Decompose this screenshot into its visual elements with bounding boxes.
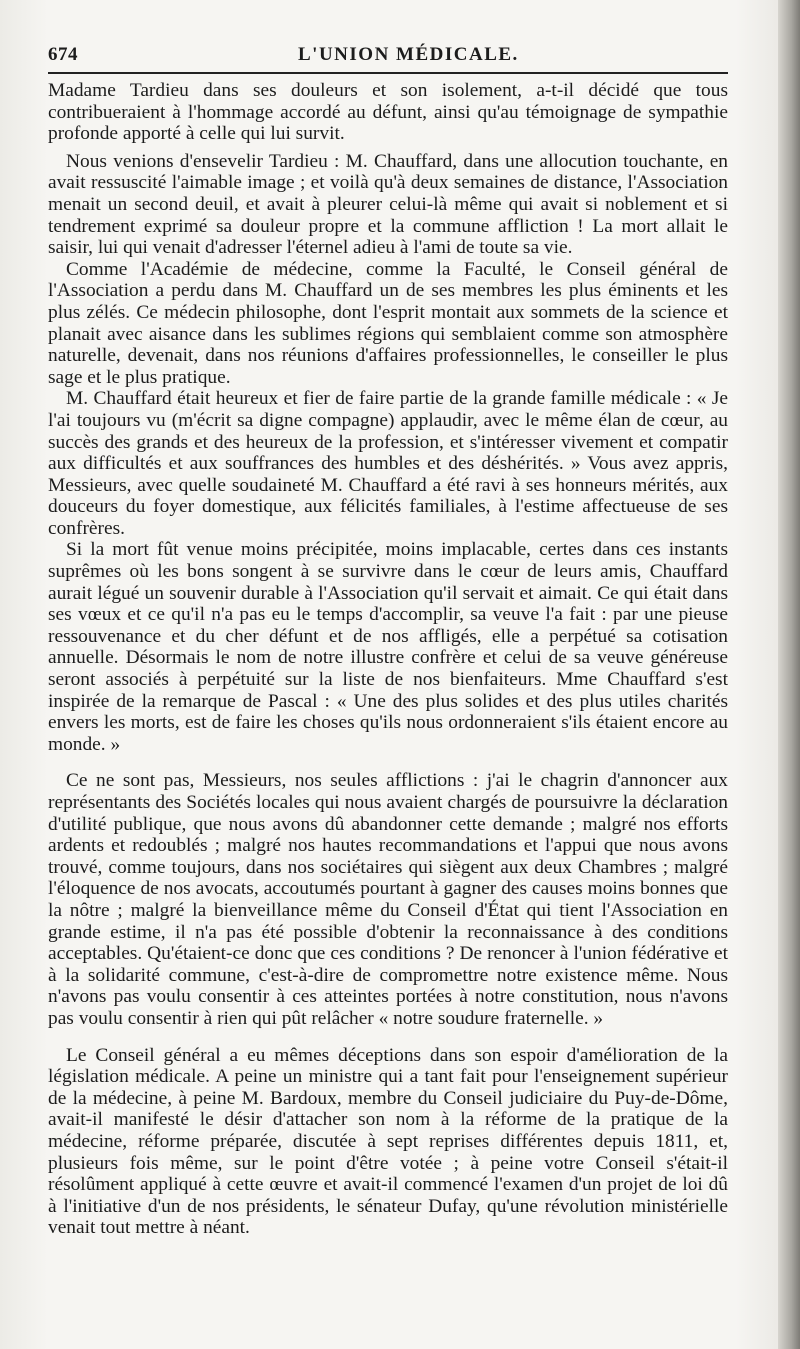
paragraph-6: Ce ne sont pas, Messieurs, nos seules afflictions : j'ai le chagrin d'annoncer aux représentants des Sociétés locales qui nous avaient chargés de poursuivre la déclaration d'utilité publique, que nous avons dû abandonner cette demande ; malgré nos efforts ardents et redoublés ; malgré nos hautes recommandations et l'appui que nous avons trouvé, comme toujours, dans nos sociétaires qui siègent aux deux Chambres ; malgré l'éloquence de nos avocats, accoutumés pourtant à gagner des causes moins bonnes que la nôtre ; malgré la bienveillance même du Conseil d'État qui tient l'Association en grande estime, il n'a pas été possible d'obtenir la reconnaissance à des conditions acceptables. Qu'étaient-ce donc que ces conditions ? De renoncer à l'union fédérative et à la solidarité commune, c'est-à-dire de compromettre notre existence même. Nous n'avons pas voulu consentir à ces atteintes portées à notre constitution, nous n'avons pas voulu consentir à rien qui pût relâcher « notre soudure fraternelle. »: [48, 770, 728, 1029]
paragraph-1: Madame Tardieu dans ses douleurs et son isolement, a-t-il décidé que tous contribueraient à l'hommage accordé au défunt, ainsi qu'au témoignage de sympathie profonde apporté à celle qui lui survit.: [48, 80, 728, 145]
page-binding-edge: [778, 0, 800, 1349]
paragraph-4: M. Chauffard était heureux et fier de faire partie de la grande famille médicale : « Je l'ai toujours vu (m'écrit sa digne compagne) applaudir, avec le même élan de cœur, au succès des grands et des heureux de la profession, et s'intéresser vivement et compatir aux difficultés et aux souffrances des humbles et des déshérités. » Vous avez appris, Messieurs, avec quelle soudaineté M. Chauffard a été ravi à ses honneurs mérités, aux douceurs du foyer domestique, aux félicités familiales, à l'estime affectueuse de ses confrères.: [48, 388, 728, 539]
running-header: [48, 36, 728, 70]
paragraph-5: Si la mort fût venue moins précipitée, moins implacable, certes dans ces instants suprêmes où les bons songent à se survivre dans le cœur de leurs amis, Chauffard aurait légué un souvenir durable à l'Association qu'il servait et aimait. Ce qui était dans ses vœux et ce qu'il n'a pas eu le temps d'accomplir, sa veuve l'a fait : par une pieuse ressouvenance et du cher défunt et de nos affligés, elle a perpétué sa cotisation annuelle. Désormais le nom de notre illustre confrère et celui de sa veuve généreuse seront associés à perpétuité sur la liste de nos bienfaiteurs. Mme Chauffard s'est inspirée de la remarque de Pascal : « Une des plus solides et des plus utiles charités envers les morts, est de faire les choses qu'ils nous ordonneraient s'ils étaient encore au monde. »: [48, 539, 728, 755]
page-number: 674: [48, 44, 78, 65]
paragraph-7: Le Conseil général a eu mêmes déceptions dans son espoir d'amélioration de la législation médicale. A peine un ministre qui a tant fait pour l'enseignement supérieur de la médecine, à peine M. Bardoux, membre du Conseil judiciaire du Puy-de-Dôme, avait-il manifesté le désir d'attacher son nom à la réforme de la pratique de la médecine, réforme préparée, discutée à sept reprises différentes depuis 1811, et, plusieurs fois même, sur le point d'être votée ; à peine votre Conseil s'était-il résolûment appliqué à cette œuvre et avait-il commencé l'examen d'un projet de loi dû à l'initiative d'un de nos présidents, le sénateur Dufay, qu'une révolution ministérielle venait tout mettre à néant.: [48, 1044, 728, 1239]
paragraph-3: Comme l'Académie de médecine, comme la Faculté, le Conseil général de l'Association a perdu dans M. Chauffard un de ses membres les plus éminents et les plus zélés. Ce médecin philosophe, dont l'esprit montait aux sommets de la science et planait avec aisance dans les sublimes régions qui semblaient comme son atmosphère naturelle, devenait, dans nos réunions d'affaires professionnelles, le conseiller le plus sage et le plus pratique.: [48, 258, 728, 388]
paragraph-2: Nous venions d'ensevelir Tardieu : M. Chauffard, dans une allocution touchante, en avait ressuscité l'aimable image ; et voilà qu'à deux semaines de distance, l'Association menait un second deuil, et avait à pleurer celui-là même qui avait si noblement et si tendrement exprimé sa douleur propre et la commune affliction ! La mort allait le saisir, lui qui venait d'adresser l'éternel adieu à l'ami de toute sa vie.: [48, 150, 728, 259]
journal-title: L'UNION MÉDICALE.: [298, 44, 519, 65]
article-body: [48, 80, 728, 1239]
header-rule: [48, 72, 728, 74]
